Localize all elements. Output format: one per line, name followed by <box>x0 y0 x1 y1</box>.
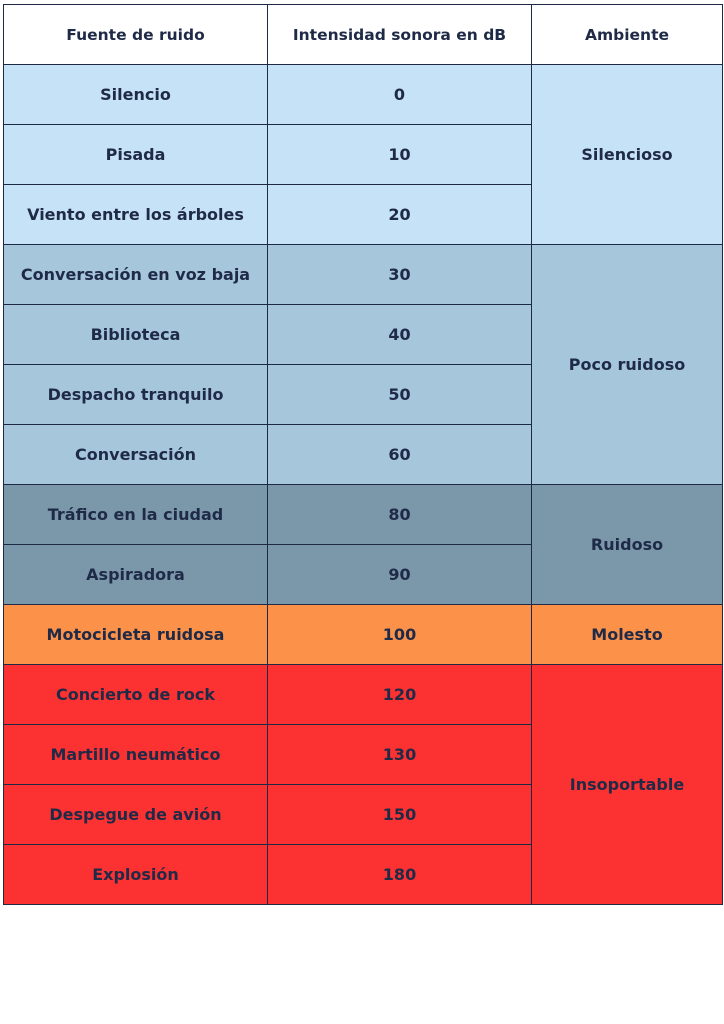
environment-cell-ruidoso: Ruidoso <box>532 485 723 605</box>
environment-cell-insoportable: Insoportable <box>532 665 723 905</box>
db-cell: 30 <box>268 245 532 305</box>
environment-cell-molesto: Molesto <box>532 605 723 665</box>
db-cell: 150 <box>268 785 532 845</box>
db-cell: 60 <box>268 425 532 485</box>
db-cell: 40 <box>268 305 532 365</box>
db-cell: 80 <box>268 485 532 545</box>
source-cell: Biblioteca <box>4 305 268 365</box>
table-row <box>4 485 723 545</box>
header-row <box>4 5 723 65</box>
noise-table <box>3 4 723 905</box>
table-row <box>4 605 723 665</box>
table-row <box>4 665 723 725</box>
header-source: Fuente de ruido <box>4 5 268 65</box>
source-cell: Conversación <box>4 425 268 485</box>
header-intensity: Intensidad sonora en dB <box>268 5 532 65</box>
environment-cell-poco-ruidoso: Poco ruidoso <box>532 245 723 485</box>
source-cell: Concierto de rock <box>4 665 268 725</box>
environment-cell-silencioso: Silencioso <box>532 65 723 245</box>
source-cell: Despacho tranquilo <box>4 365 268 425</box>
db-cell: 10 <box>268 125 532 185</box>
source-cell: Martillo neumático <box>4 725 268 785</box>
db-cell: 130 <box>268 725 532 785</box>
source-cell: Viento entre los árboles <box>4 185 268 245</box>
table-row <box>4 245 723 305</box>
source-cell: Conversación en voz baja <box>4 245 268 305</box>
header-environment: Ambiente <box>532 5 723 65</box>
db-cell: 0 <box>268 65 532 125</box>
table-row <box>4 65 723 125</box>
db-cell: 50 <box>268 365 532 425</box>
db-cell: 120 <box>268 665 532 725</box>
source-cell: Motocicleta ruidosa <box>4 605 268 665</box>
source-cell: Despegue de avión <box>4 785 268 845</box>
db-cell: 180 <box>268 845 532 905</box>
source-cell: Silencio <box>4 65 268 125</box>
db-cell: 20 <box>268 185 532 245</box>
db-cell: 100 <box>268 605 532 665</box>
source-cell: Tráfico en la ciudad <box>4 485 268 545</box>
source-cell: Pisada <box>4 125 268 185</box>
db-cell: 90 <box>268 545 532 605</box>
source-cell: Aspiradora <box>4 545 268 605</box>
source-cell: Explosión <box>4 845 268 905</box>
